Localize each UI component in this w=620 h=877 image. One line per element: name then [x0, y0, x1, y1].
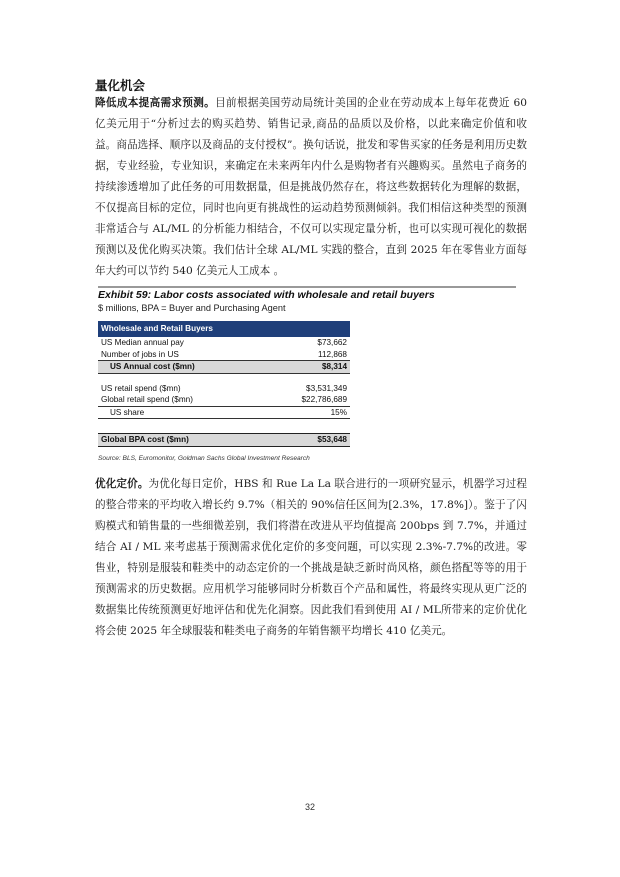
paragraph-pricing — [95, 474, 527, 642]
exhibit-top-rule — [98, 286, 516, 288]
row-label: Number of jobs in US — [101, 349, 179, 359]
row-value: $3,531,349 — [306, 383, 347, 393]
row-label: US Annual cost ($mn) — [110, 362, 195, 371]
table-row — [98, 383, 350, 395]
paragraph-cost-reduction — [95, 93, 527, 282]
page-number: 32 — [304, 802, 315, 812]
table-row — [98, 337, 350, 349]
table-header: Wholesale and Retail Buyers — [98, 321, 350, 337]
row-value: 15% — [330, 407, 347, 417]
table-row — [98, 394, 350, 407]
exhibit-source: Source: BLS, Euromonitor, Goldman Sachs Global Investment Research — [98, 455, 310, 462]
paragraph-body: 为优化每日定价，HBS 和 Rue La La 联合进行的一项研究显示，机器学习过程的整合带来的平均收入增长约 9.7%（相关的 90%信任区间为[2.3%，17.8%]）。鉴于了闪购模式和销售量的一些细微差别，我们将潜在改进从平均值提高 200bps 到 7.7%，并通过结合 AI / ML 来考虑基于预测需求优化定价的多变问题，可以实现 2.3%-7.7%的改进。零售业，特别是服装和鞋类中的动态定价的一个挑战是缺乏新时尚风格，颜色搭配等等的用于预测需求的历史数据。应用机学习能够同时分析数百个产品和属性，将最终实现从更广泛的数据集比传统预测更好地评估和优先化洞察。因此我们看到使用 AI / ML所带来的定价优化将会使 2025 年全球服装和鞋类电子商务的年销售额平均增长 410 亿美元。 — [95, 478, 528, 637]
row-value: 112,868 — [318, 349, 347, 359]
row-value: $22,786,689 — [301, 395, 347, 404]
row-value: $73,662 — [317, 338, 347, 347]
row-label: US Median annual pay — [101, 338, 184, 347]
paragraph-body: 目前根据美国劳动局统计美国的企业在劳动成本上每年花费近 60 亿美元用于“分析过去的购买趋势、销售记录,商品的品质以及价格，以此来确定价值和收益。商品选择、顺序以及商品的支付授权”。换句话说，批发和零售买家的任务是利用历史数据，专业经验，专业知识，来确定在未来两年内什么是购物者有兴趣购买。虽然电子商务的持续渗透增加了此任务的可用数据量，但是挑战仍然存在，将这些数据转化为理解的数据，不仅提高目标的定位，同时也向更有挑战性的运动趋势预测倾斜。我们相信这种类型的预测非常适合与 AL/ML 的分析能力相结合，不仅可以实现定量分析，也可以实现可视化的数据预测以及优化购买决策。我们估计全球 AL/ML 实践的整合，直到 2025 年在零售业方面每年大约可以节约 540 亿美元人工成本 。 — [95, 97, 527, 277]
exhibit-subtitle: $ millions, BPA = Buyer and Purchasing Agent — [98, 303, 286, 313]
row-value: $53,648 — [317, 435, 347, 444]
exhibit-59 — [98, 286, 516, 462]
paragraph-lead: 优化定价。 — [95, 478, 149, 490]
table-row — [98, 407, 350, 420]
paragraph-lead: 降低成本提高需求预测。 — [95, 97, 216, 109]
row-label: Global BPA cost ($mn) — [101, 435, 189, 444]
table-row-subtotal — [98, 361, 350, 374]
table-row — [98, 349, 350, 362]
row-label: Global retail spend ($mn) — [101, 395, 193, 404]
labor-cost-table — [98, 321, 350, 447]
table-row-total — [98, 433, 350, 447]
section-title: 量化机会 — [95, 78, 146, 93]
row-value: $8,314 — [321, 362, 347, 371]
exhibit-title: Exhibit 59: Labor costs associated with wholesale and retail buyers — [98, 289, 435, 301]
row-label: US retail spend ($mn) — [101, 383, 181, 393]
row-label: US share — [110, 407, 145, 417]
